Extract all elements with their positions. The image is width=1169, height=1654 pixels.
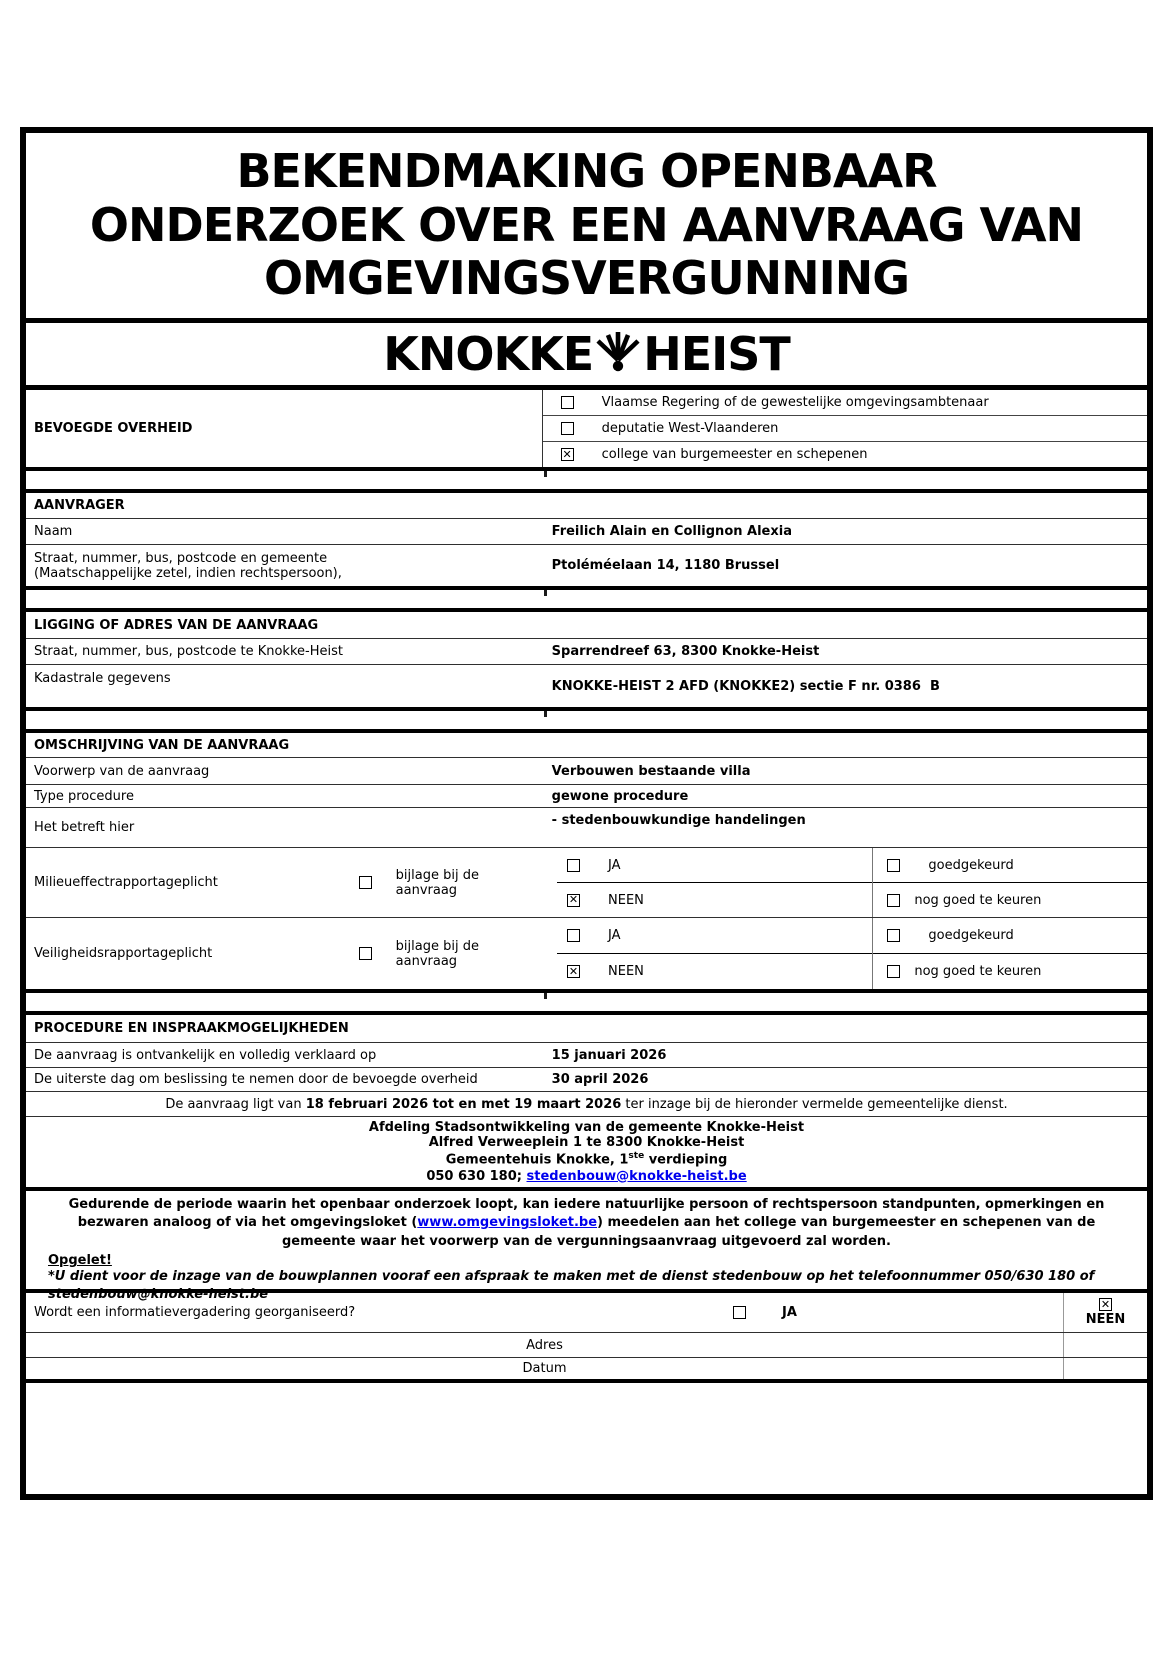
- betreft-label: Het betreft hier: [34, 820, 135, 835]
- row-milieueffectrapportage: [26, 848, 1147, 918]
- mer-neen-row: [557, 883, 872, 917]
- datum-label: Datum: [522, 1361, 567, 1376]
- row-gemeentelijke-dienst: [26, 1117, 1147, 1191]
- row-kadaster: [26, 665, 1147, 711]
- adres-label-line2: (Maatschappelijke zetel, indien rechtspersoon),: [34, 565, 342, 581]
- row-bezwaar-info: [26, 1191, 1147, 1302]
- naam-label: Naam: [34, 524, 73, 539]
- kadaster-label: Kadastrale gegevens: [34, 671, 171, 686]
- checkbox-mer-bijlage[interactable]: [359, 876, 372, 889]
- header-aanvrager: AANVRAGER: [26, 493, 1147, 519]
- mer-middle: [329, 848, 873, 917]
- vr-middle: [329, 918, 873, 989]
- type-procedure-label: Type procedure: [34, 788, 134, 804]
- row-adres: [26, 1333, 1147, 1358]
- dienst-line3-prefix: Gemeentehuis Knokke, 1: [445, 1152, 629, 1168]
- mer-bijlage: [329, 848, 557, 917]
- dienst-line-4: [426, 1169, 746, 1185]
- row-datum: [26, 1358, 1147, 1383]
- row-ligging-straat: [26, 639, 1147, 665]
- checkbox-mer-ja[interactable]: [567, 859, 580, 872]
- datum-value-cell[interactable]: [1063, 1358, 1147, 1379]
- bezwaar-part2: ) meedelen aan het college van burgemeester en schepenen van de gemeente waar het voorwerp van de vergunningsaanvraag uitgevoerd zal worden.: [281, 1215, 1096, 1249]
- vr-neen-label: NEEN: [608, 964, 644, 979]
- mer-neen-label: NEEN: [608, 892, 644, 908]
- row-type-procedure: [26, 785, 1147, 808]
- vr-bijlage-label: bijlage bij de aanvraag: [395, 938, 479, 969]
- header-procedure: PROCEDURE EN INSPRAAKMOGELIJKHEDEN: [26, 1015, 1147, 1043]
- section-separator: [26, 711, 1147, 733]
- ontvankelijk-label: De aanvraag is ontvankelijk en volledig verklaard op: [34, 1047, 377, 1063]
- inzage-text: [165, 1097, 1007, 1112]
- header-omschrijving: OMSCHRIJVING VAN DE AANVRAAG: [26, 733, 1147, 758]
- voorwerp-value: Verbouwen bestaande villa: [551, 763, 751, 779]
- header-ligging: LIGGING OF ADRES VAN DE AANVRAAG: [26, 612, 1147, 639]
- omgevingsloket-link[interactable]: www.omgevingsloket.be: [417, 1215, 598, 1231]
- mer-goedgekeurd-label: goedgekeurd: [928, 857, 1014, 873]
- betreft-value: - stedenbouwkundige handelingen: [551, 813, 806, 828]
- title-line-3: OMGEVINGSVERGUNNING: [263, 251, 910, 306]
- vr-ja-neen: [557, 918, 872, 989]
- option-label: deputatie West-Vlaanderen: [601, 421, 779, 436]
- dienst-line-2: Alfred Verweeplein 1 te 8300 Knokke-Heist: [428, 1135, 745, 1151]
- email-link[interactable]: stedenbouw@knokke-heist.be: [526, 1168, 747, 1184]
- adres-label-line1: Straat, nummer, bus, postcode en gemeente: [34, 550, 328, 566]
- dienst-phone: 050 630 180;: [426, 1168, 527, 1184]
- option-college: [543, 441, 1147, 467]
- vr-bijlage: [329, 918, 557, 989]
- dienst-line-1: Afdeling Stadsontwikkeling van de gemeente Knokke-Heist: [368, 1119, 805, 1135]
- vr-neen-row: [557, 954, 872, 989]
- vergadering-ja-label: JA: [782, 1305, 797, 1320]
- section-separator: [26, 590, 1147, 612]
- adres-value-cell[interactable]: [1063, 1333, 1147, 1357]
- naam-value: Freilich Alain en Collignon Alexia: [551, 524, 792, 539]
- mer-goedkeuring: [872, 848, 1147, 917]
- row-uiterste-dag: [26, 1068, 1147, 1092]
- checkbox-vr-bijlage[interactable]: [359, 947, 372, 960]
- checkbox-deputatie[interactable]: [561, 422, 574, 435]
- vergadering-neen: [1063, 1293, 1147, 1332]
- mer-goedgekeurd-row: [873, 848, 1147, 883]
- uiterste-dag-label: De uiterste dag om beslissing te nemen door de bevoegde overheid: [34, 1072, 478, 1087]
- option-label: Vlaamse Regering of de gewestelijke omgevingsambtenaar: [601, 395, 989, 410]
- checkbox-mer-nog-goed[interactable]: [887, 894, 900, 907]
- row-naam: [26, 519, 1147, 545]
- vergadering-neen-label: NEEN: [1085, 1312, 1126, 1327]
- vr-nog-goed-label: nog goed te keuren: [914, 964, 1042, 979]
- ligging-straat-value: Sparrendreef 63, 8300 Knokke-Heist: [551, 644, 820, 659]
- inzage-prefix: De aanvraag ligt van: [165, 1096, 306, 1112]
- ligging-straat-label: Straat, nummer, bus, postcode te Knokke-Heist: [34, 644, 343, 659]
- empty-bottom-cell: [26, 1383, 1147, 1494]
- bevoegde-overheid-options: [542, 390, 1147, 467]
- mer-bijlage-label: bijlage bij de aanvraag: [395, 867, 479, 898]
- mer-ja-neen: [557, 848, 872, 917]
- municipality-logo: [26, 323, 1147, 390]
- voorwerp-label: Voorwerp van de aanvraag: [34, 763, 210, 779]
- checkbox-vr-nog-goed[interactable]: [887, 965, 900, 978]
- mer-label: Milieueffectrapportageplicht: [34, 875, 218, 890]
- option-deputatie: [543, 415, 1147, 441]
- vr-goedgekeurd-label: goedgekeurd: [928, 928, 1014, 943]
- title-line-2: ONDERZOEK OVER EEN AANVRAAG VAN: [89, 197, 1084, 252]
- row-inzage: [26, 1092, 1147, 1117]
- row-voorwerp: [26, 758, 1147, 785]
- checkbox-vr-neen[interactable]: [567, 965, 580, 978]
- option-vlaamse-regering: [543, 390, 1147, 415]
- vergadering-ja: [733, 1305, 1063, 1320]
- sunburst-icon: [593, 326, 643, 383]
- ontvankelijk-value: 15 januari 2026: [551, 1047, 667, 1063]
- bezwaar-paragraph: [48, 1196, 1125, 1251]
- vr-label: Veiligheidsrapportageplicht: [34, 946, 213, 961]
- row-aanvrager-adres: [26, 545, 1147, 590]
- bezwaar-part1: Gedurende de periode waarin het openbaar onderzoek loopt, kan iedere natuurlijke persoon of rechtspersoon standpunten, opmerkingen en bezwaren analoog of via het omgevingsloket (: [68, 1197, 1105, 1231]
- section-bevoegde-overheid: [26, 390, 1147, 471]
- checkbox-vr-goedgekeurd[interactable]: [887, 929, 900, 942]
- logo-text-left: KNOKKE: [383, 327, 594, 381]
- vr-nog-goed-row: [873, 954, 1147, 989]
- vergadering-label: Wordt een informatievergadering georganiseerd?: [34, 1305, 356, 1320]
- row-veiligheidsrapportage: [26, 918, 1147, 993]
- checkbox-vr-ja[interactable]: [567, 929, 580, 942]
- document-title: [26, 133, 1147, 323]
- type-procedure-value: gewone procedure: [551, 788, 689, 804]
- section-separator: [26, 471, 1147, 493]
- mer-ja-row: [557, 848, 872, 883]
- checkbox-mer-neen[interactable]: [567, 894, 580, 907]
- aanvrager-adres-value: Ptoléméelaan 14, 1180 Brussel: [551, 558, 780, 573]
- checkbox-vlaamse-regering[interactable]: [561, 396, 574, 409]
- checkbox-vergadering-ja[interactable]: [733, 1306, 746, 1319]
- mer-nog-goed-row: [873, 883, 1147, 917]
- bevoegde-overheid-label: BEVOEGDE OVERHEID: [34, 421, 193, 436]
- logo-text-right: HEIST: [643, 327, 790, 381]
- inzage-dates: 18 februari 2026 tot en met 19 maart 2026: [305, 1096, 622, 1112]
- mer-ja-label: JA: [608, 857, 621, 873]
- kadaster-value: KNOKKE-HEIST 2 AFD (KNOKKE2) sectie F nr. 0386 B: [551, 678, 940, 694]
- form-table: [20, 127, 1153, 1500]
- mer-nog-goed-label: nog goed te keuren: [914, 892, 1042, 908]
- checkbox-college[interactable]: [561, 448, 574, 461]
- adres-label: Adres: [526, 1337, 563, 1353]
- uiterste-dag-value: 30 april 2026: [551, 1072, 649, 1087]
- vr-goedkeuring: [872, 918, 1147, 989]
- dienst-line3-sup: ste: [628, 1151, 645, 1162]
- opgelet-text: *U dient voor de inzage van de bouwplannen vooraf een afspraak te maken met de dienst stedenbouw op het telefoonnummer 050/630 180 of stedenbouw@knokke-heist.be: [48, 1269, 1095, 1302]
- row-betreft: [26, 808, 1147, 848]
- vr-goedgekeurd-row: [873, 918, 1147, 954]
- checkbox-mer-goedgekeurd[interactable]: [887, 859, 900, 872]
- inzage-suffix: ter inzage bij de hieronder vermelde gemeentelijke dienst.: [621, 1096, 1008, 1112]
- section-separator: [26, 993, 1147, 1015]
- vr-ja-row: [557, 918, 872, 954]
- row-informatievergadering: [26, 1293, 1147, 1333]
- opgelet-title: Opgelet!: [48, 1253, 112, 1269]
- option-label: college van burgemeester en schepenen: [601, 447, 868, 462]
- vr-ja-label: JA: [608, 928, 621, 943]
- checkbox-vergadering-neen[interactable]: [1099, 1298, 1112, 1311]
- dienst-line3-suffix: verdieping: [644, 1152, 728, 1168]
- title-line-1: BEKENDMAKING OPENBAAR: [236, 144, 937, 199]
- row-ontvankelijk: [26, 1043, 1147, 1068]
- aanvrager-adres-label: [26, 545, 542, 586]
- dienst-line-3: [446, 1151, 728, 1168]
